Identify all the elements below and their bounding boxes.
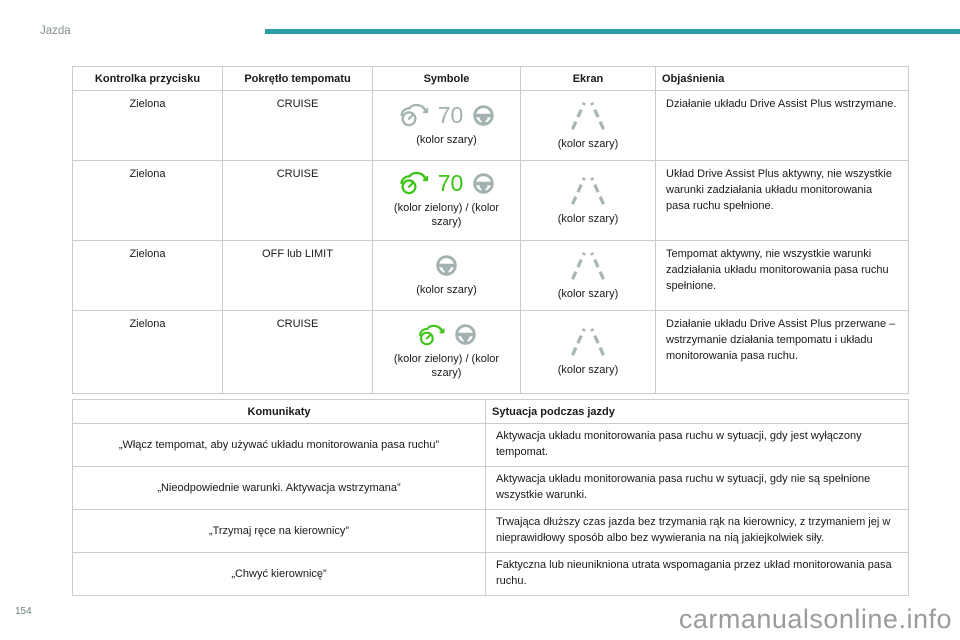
cruise-control-icon — [398, 103, 429, 127]
cruise-control-icon — [417, 324, 445, 346]
ekran-caption: (kolor szary) — [557, 212, 619, 225]
steering-wheel-icon — [472, 172, 495, 195]
pokretlo-cell: CRUISE — [223, 161, 373, 241]
komunikat-cell: „Włącz tempomat, aby używać układu monitorowania pasa ruchu” — [73, 424, 486, 467]
drive-assist-status-table — [72, 66, 909, 394]
col-header-pokretlo: Pokrętło tempomatu — [223, 67, 373, 91]
steering-wheel-icon — [435, 254, 458, 277]
speed-value: 70 — [437, 101, 464, 128]
pokretlo-cell: OFF lub LIMIT — [223, 241, 373, 311]
sytuacja-cell: Aktywacja układu monitorowania pasa ruchu w sytuacji, gdy jest wyłączony tempomat. — [486, 424, 909, 467]
messages-table — [72, 399, 909, 596]
objasnienia-cell: Tempomat aktywny, nie wszystkie warunki zadziałania układu monitorowania pasa ruchu spełnione. — [656, 241, 909, 311]
symbole-caption: (kolor zielony) / (kolor szary) — [393, 353, 500, 379]
komunikat-cell: „Chwyć kierownicę” — [73, 552, 486, 595]
pokretlo-cell: CRUISE — [223, 311, 373, 394]
komunikat-cell: „Nieodpowiednie warunki. Aktywacja wstrzymana” — [73, 466, 486, 509]
kontrolka-cell: Zielona — [73, 161, 223, 241]
col-header-symbole: Symbole — [373, 67, 521, 91]
col-header-ekran: Ekran — [521, 67, 656, 91]
table-row — [73, 552, 909, 595]
symbole-cell — [373, 311, 521, 394]
page-number: 154 — [15, 606, 32, 617]
symbole-cell — [373, 91, 521, 161]
col-header-kontrolka: Kontrolka przycisku — [73, 67, 223, 91]
ekran-cell — [521, 311, 656, 394]
col-header-komunikaty: Komunikaty — [73, 400, 486, 424]
ekran-caption: (kolor szary) — [557, 137, 619, 150]
symbole-caption: (kolor szary) — [416, 134, 477, 147]
table-row — [73, 161, 909, 241]
ekran-cell — [521, 161, 656, 241]
table-row — [73, 424, 909, 467]
lane-markings-icon — [565, 100, 611, 131]
page-content — [72, 66, 908, 596]
col-header-objasnienia: Objaśnienia — [656, 67, 909, 91]
cruise-control-icon — [398, 171, 429, 195]
komunikat-cell: „Trzymaj ręce na kierownicy” — [73, 509, 486, 552]
objasnienia-cell: Układ Drive Assist Plus aktywny, nie wszystkie warunki zadziałania układu monitorowania pasa ruchu spełnione. — [656, 161, 909, 241]
steering-wheel-icon — [454, 323, 477, 346]
table-row — [73, 91, 909, 161]
table-row — [73, 241, 909, 311]
kontrolka-cell: Zielona — [73, 91, 223, 161]
lane-markings-icon — [565, 175, 611, 206]
objasnienia-cell: Działanie układu Drive Assist Plus wstrzymane. — [656, 91, 909, 161]
symbole-cell — [373, 161, 521, 241]
ekran-caption: (kolor szary) — [557, 364, 619, 377]
section-accent-bar — [265, 29, 960, 34]
sytuacja-cell: Aktywacja układu monitorowania pasa ruchu w sytuacji, gdy nie są spełnione wszystkie warunki. — [486, 466, 909, 509]
ekran-cell — [521, 241, 656, 311]
steering-wheel-icon — [472, 104, 495, 127]
objasnienia-cell: Działanie układu Drive Assist Plus przerwane – wstrzymanie działania tempomatu i układu monitorowania pasa ruchu. — [656, 311, 909, 394]
pokretlo-cell: CRUISE — [223, 91, 373, 161]
kontrolka-cell: Zielona — [73, 241, 223, 311]
table-row — [73, 509, 909, 552]
ekran-cell — [521, 91, 656, 161]
symbole-caption: (kolor zielony) / (kolor szary) — [393, 202, 500, 228]
symbole-cell — [373, 241, 521, 311]
sytuacja-cell: Faktyczna lub nieunikniona utrata wspomagania przez układ monitorowania pasa ruchu. — [486, 552, 909, 595]
watermark: carmanualsonline.info — [678, 604, 952, 634]
speed-value: 70 — [437, 169, 464, 196]
table-row — [73, 311, 909, 394]
col-header-sytuacja: Sytuacja podczas jazdy — [486, 400, 909, 424]
table2-header-row — [73, 400, 909, 424]
table-row — [73, 466, 909, 509]
section-title: Jazda — [40, 25, 71, 37]
lane-markings-icon — [565, 250, 611, 281]
sytuacja-cell: Trwająca dłuższy czas jazda bez trzymania rąk na kierownicy, z trzymaniem jej w nieprawidłowy sposób albo bez wywierania na nią jakiejkolwiek siły. — [486, 509, 909, 552]
lane-markings-icon — [565, 326, 611, 357]
symbole-caption: (kolor szary) — [416, 283, 477, 296]
ekran-caption: (kolor szary) — [557, 287, 619, 300]
kontrolka-cell: Zielona — [73, 311, 223, 394]
table1-header-row — [73, 67, 909, 91]
